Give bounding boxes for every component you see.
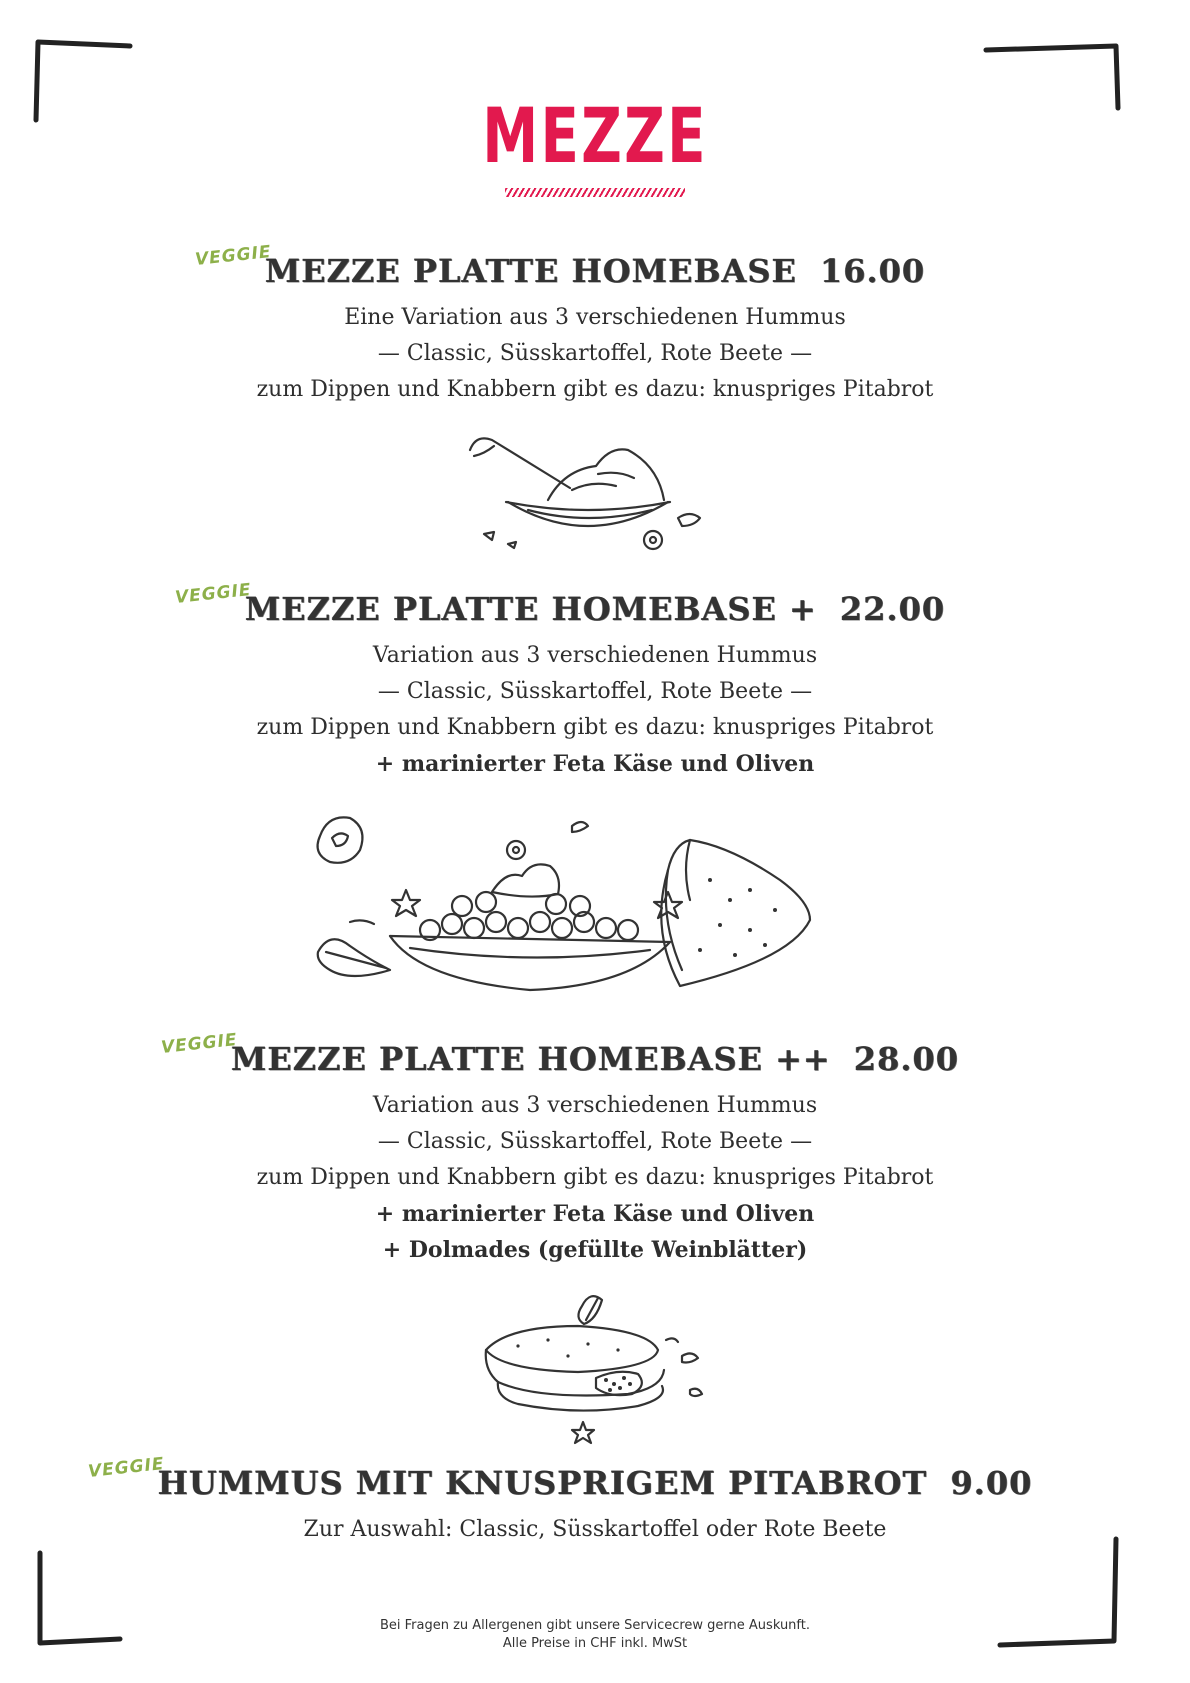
item-description (0, 638, 1190, 782)
description-line: zum Dippen und Knabbern gibt es dazu: knuspriges Pitabrot (256, 1165, 934, 1190)
hummus-bowl-with-spoon-icon (468, 430, 728, 560)
extra-line: + Dolmades (gefüllte Weinblätter) (382, 1237, 808, 1263)
frame-corner-top-right (1060, 38, 1160, 128)
item-name: HUMMUS MIT KNUSPRIGEM PITABROT (157, 1464, 928, 1502)
menu-item-hummus-pitabrot (0, 1454, 1190, 1548)
veggie-tag: VEGGIE (174, 580, 253, 608)
item-name: MEZZE PLATTE HOMEBASE + (244, 590, 817, 628)
item-price: 22.00 (839, 590, 946, 628)
veggie-tag: VEGGIE (194, 242, 273, 270)
item-description (0, 1512, 1190, 1548)
item-price: 28.00 (853, 1040, 960, 1078)
description-line: zum Dippen und Knabbern gibt es dazu: knuspriges Pitabrot (256, 715, 934, 740)
footer-price-note: Alle Preise in CHF inkl. MwSt (502, 1636, 688, 1651)
item-name: MEZZE PLATTE HOMEBASE (264, 252, 797, 290)
description-line: — Classic, Süsskartoffel, Rote Beete — (377, 1129, 813, 1154)
chickpea-bowl-and-pita-icon (310, 810, 890, 1000)
footer-allergen-note: Bei Fragen zu Allergenen gibt unsere Servicecrew gerne Auskunft. (379, 1618, 811, 1633)
description-line: Eine Variation aus 3 verschiedenen Hummus (344, 305, 846, 330)
extra-line: + marinierter Feta Käse und Oliven (375, 751, 815, 777)
item-price: 16.00 (819, 252, 926, 290)
menu-item-mezze-homebase-plus (0, 580, 1190, 782)
item-heading (194, 242, 926, 290)
item-heading (160, 1030, 960, 1078)
description-line: — Classic, Süsskartoffel, Rote Beete — (377, 679, 813, 704)
item-heading (86, 1454, 1033, 1502)
description-line: Variation aus 3 verschiedenen Hummus (372, 643, 818, 668)
description-line: — Classic, Süsskartoffel, Rote Beete — (377, 341, 813, 366)
item-heading (174, 580, 946, 628)
footer-note (0, 1617, 1190, 1653)
extra-line: + marinierter Feta Käse und Oliven (375, 1201, 815, 1227)
title-underline (505, 188, 685, 197)
page-title: MEZZE (482, 91, 708, 180)
menu-item-mezze-homebase-plus-plus (0, 1030, 1190, 1268)
flatbread-stack-icon (478, 1290, 718, 1450)
frame-corner-top-left (34, 38, 134, 128)
description-line: Zur Auswahl: Classic, Süsskartoffel oder Rote Beete (303, 1517, 887, 1542)
veggie-tag: VEGGIE (86, 1454, 166, 1482)
item-description (0, 300, 1190, 408)
veggie-tag: VEGGIE (160, 1030, 239, 1058)
item-description (0, 1088, 1190, 1268)
item-name: MEZZE PLATTE HOMEBASE ++ (230, 1040, 831, 1078)
description-line: zum Dippen und Knabbern gibt es dazu: knuspriges Pitabrot (256, 377, 934, 402)
item-price: 9.00 (950, 1464, 1033, 1502)
description-line: Variation aus 3 verschiedenen Hummus (372, 1093, 818, 1118)
menu-item-mezze-homebase (0, 242, 1190, 408)
